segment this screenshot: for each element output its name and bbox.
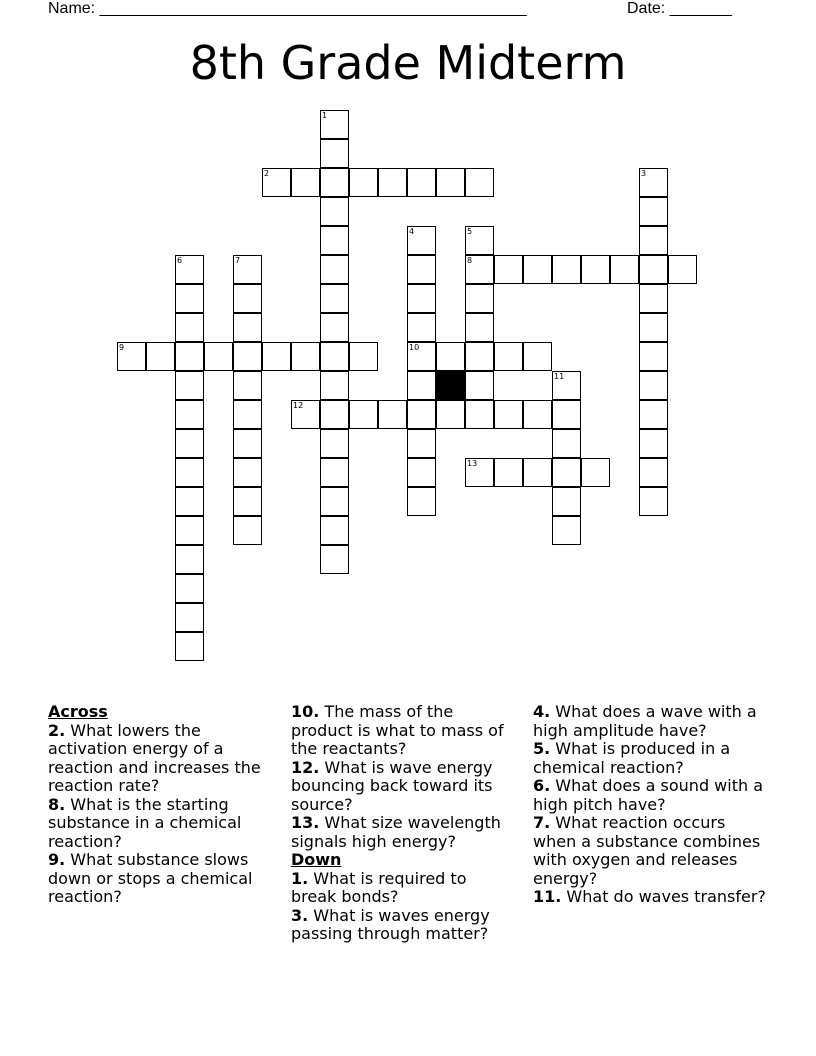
grid-cell[interactable] <box>262 168 291 197</box>
grid-cell[interactable] <box>668 255 697 284</box>
grid-cell[interactable] <box>465 313 494 342</box>
clue-number-label: 8 <box>467 256 473 265</box>
clue-across-8 <box>48 796 283 852</box>
grid-cell[interactable] <box>465 284 494 313</box>
grid-cell[interactable] <box>175 255 204 284</box>
clue-text: What is required to break bonds? <box>291 868 467 906</box>
grid-cell[interactable] <box>320 197 349 226</box>
clue-number: 13. <box>291 813 320 832</box>
grid-cell[interactable] <box>465 226 494 255</box>
down-heading: Down <box>291 850 342 869</box>
grid-cell[interactable] <box>639 400 668 429</box>
clue-across-9 <box>48 851 283 907</box>
grid-cell[interactable] <box>523 400 552 429</box>
clue-text: What is wave energy bouncing back toward its source? <box>291 757 493 814</box>
clue-text: What reaction occurs when a substance combines with oxygen and releases energy? <box>533 813 761 888</box>
grid-cell[interactable] <box>204 342 233 371</box>
grid-cell[interactable] <box>320 342 349 371</box>
grid-cell[interactable] <box>175 342 204 371</box>
grid-cell[interactable] <box>465 342 494 371</box>
clue-number: 5. <box>533 739 551 758</box>
clue-text: What is produced in a chemical reaction? <box>533 739 731 777</box>
grid-cell[interactable] <box>320 487 349 516</box>
grid-cell[interactable] <box>175 400 204 429</box>
grid-cell[interactable] <box>523 255 552 284</box>
clue-number-label: 2 <box>264 169 270 178</box>
clue-number-label: 6 <box>177 256 183 265</box>
grid-cell[interactable] <box>552 458 581 487</box>
grid-cell[interactable] <box>233 400 262 429</box>
grid-cell[interactable] <box>407 313 436 342</box>
grid-cell[interactable] <box>610 255 639 284</box>
grid-cell[interactable] <box>639 226 668 255</box>
grid-cell[interactable] <box>320 110 349 139</box>
grid-cell[interactable] <box>175 313 204 342</box>
grid-cell[interactable] <box>320 226 349 255</box>
grid-cell[interactable] <box>639 284 668 313</box>
clue-number-label: 5 <box>467 227 473 236</box>
grid-cell[interactable] <box>581 255 610 284</box>
grid-cell[interactable] <box>320 429 349 458</box>
clue-number: 3. <box>291 905 309 925</box>
clue-text: What is the starting substance in a chemical reaction? <box>48 794 242 851</box>
grid-cell[interactable] <box>175 545 204 574</box>
clue-number: 4. <box>533 702 551 721</box>
grid-cell[interactable] <box>552 516 581 545</box>
clue-number-label: 9 <box>119 343 125 352</box>
clue-number-label: 7 <box>235 256 241 265</box>
clue-across-12 <box>291 759 516 815</box>
grid-cell[interactable] <box>494 400 523 429</box>
grid-cell[interactable] <box>349 400 378 429</box>
grid-cell[interactable] <box>320 168 349 197</box>
grid-cell[interactable] <box>552 255 581 284</box>
clue-down-6 <box>533 777 773 814</box>
clue-number-label: 4 <box>409 227 415 236</box>
clue-number-label: 13 <box>467 459 478 468</box>
grid-cell[interactable] <box>378 168 407 197</box>
grid-cell[interactable] <box>291 168 320 197</box>
grid-cell[interactable] <box>639 429 668 458</box>
across-heading: Across <box>48 702 108 721</box>
clue-down-11 <box>533 888 773 907</box>
grid-cell[interactable] <box>233 458 262 487</box>
grid-cell[interactable] <box>552 371 581 400</box>
clue-number-label: 12 <box>293 401 304 410</box>
grid-cell[interactable] <box>146 342 175 371</box>
grid-cell[interactable] <box>407 226 436 255</box>
clue-text: What size wavelength signals high energy? <box>291 813 501 851</box>
grid-cell[interactable] <box>233 284 262 313</box>
grid-cell[interactable] <box>233 342 262 371</box>
grid-cell[interactable] <box>175 284 204 313</box>
clue-text: What do waves transfer? <box>561 887 766 906</box>
grid-cell[interactable] <box>175 574 204 603</box>
clue-text: What does a sound with a high pitch have? <box>533 776 764 814</box>
clue-number: 7. <box>533 813 551 832</box>
grid-cell[interactable] <box>175 487 204 516</box>
clue-number: 8. <box>48 794 66 814</box>
grid-cell[interactable] <box>523 342 552 371</box>
grid-cell[interactable] <box>349 168 378 197</box>
grid-cell[interactable] <box>639 458 668 487</box>
grid-cell[interactable] <box>465 168 494 197</box>
grid-cell[interactable] <box>320 516 349 545</box>
grid-cell[interactable] <box>175 458 204 487</box>
clue-text: What substance slows down or stops a chemical reaction? <box>48 850 253 906</box>
clue-number-label: 1 <box>322 111 328 120</box>
clue-text: What does a wave with a high amplitude have? <box>533 702 757 740</box>
grid-cell[interactable] <box>233 255 262 284</box>
grid-cell[interactable] <box>407 255 436 284</box>
grid-cell[interactable] <box>639 255 668 284</box>
clue-text: What lowers the activation energy of a reaction and increases the reaction rate? <box>48 720 261 795</box>
grid-cell[interactable] <box>175 371 204 400</box>
grid-cell[interactable] <box>349 342 378 371</box>
grid-cell[interactable] <box>639 371 668 400</box>
clue-down-4 <box>533 703 773 740</box>
grid-cell[interactable] <box>465 458 494 487</box>
clue-number: 1. <box>291 868 309 888</box>
grid-cell[interactable] <box>436 342 465 371</box>
grid-cell[interactable] <box>407 371 436 400</box>
clue-number: 11. <box>533 887 562 906</box>
grid-cell[interactable] <box>407 168 436 197</box>
clue-number: 10. <box>291 702 320 721</box>
clue-down-1 <box>291 870 516 907</box>
grid-cell[interactable] <box>407 458 436 487</box>
grid-cell[interactable] <box>436 400 465 429</box>
grid-cell[interactable] <box>436 168 465 197</box>
grid-cell[interactable] <box>465 400 494 429</box>
grid-cell[interactable] <box>494 342 523 371</box>
clue-number: 2. <box>48 720 66 740</box>
date-field: Date: _______ <box>627 0 732 17</box>
grid-cell[interactable] <box>320 458 349 487</box>
grid-cell[interactable] <box>523 458 552 487</box>
grid-cell[interactable] <box>581 458 610 487</box>
clue-down-3 <box>291 907 516 944</box>
grid-cell[interactable] <box>552 429 581 458</box>
clue-text: The mass of the product is what to mass of the reactants? <box>291 702 504 758</box>
grid-cell[interactable] <box>552 487 581 516</box>
grid-cell[interactable] <box>175 429 204 458</box>
page-title: 8th Grade Midterm <box>189 36 627 90</box>
clue-number-label: 3 <box>641 169 647 178</box>
grid-cell[interactable] <box>320 284 349 313</box>
grid-cell[interactable] <box>639 487 668 516</box>
grid-cell[interactable] <box>291 342 320 371</box>
clues-column-3 <box>533 703 773 907</box>
black-cell <box>436 371 465 400</box>
grid-cell[interactable] <box>378 400 407 429</box>
clue-down-5 <box>533 740 773 777</box>
clue-number: 6. <box>533 776 551 795</box>
clue-number: 9. <box>48 850 66 869</box>
grid-cell[interactable] <box>320 371 349 400</box>
clues-column-2 <box>291 703 516 944</box>
clue-number-label: 10 <box>409 343 420 352</box>
clue-across-13 <box>291 814 516 851</box>
grid-cell[interactable] <box>494 458 523 487</box>
grid-cell[interactable] <box>291 400 320 429</box>
name-field: Name: ________________________________________________ <box>48 0 527 17</box>
grid-cell[interactable] <box>407 487 436 516</box>
grid-cell[interactable] <box>117 342 146 371</box>
grid-cell[interactable] <box>262 342 291 371</box>
clues-column-1 <box>48 703 283 907</box>
grid-cell[interactable] <box>465 371 494 400</box>
grid-cell[interactable] <box>233 429 262 458</box>
grid-cell[interactable] <box>465 255 494 284</box>
grid-cell[interactable] <box>639 168 668 197</box>
clue-number: 12. <box>291 757 320 777</box>
grid-cell[interactable] <box>320 255 349 284</box>
grid-cell[interactable] <box>407 284 436 313</box>
clue-across-2 <box>48 722 283 796</box>
grid-cell[interactable] <box>639 342 668 371</box>
grid-cell[interactable] <box>233 487 262 516</box>
grid-cell[interactable] <box>407 429 436 458</box>
clue-text: What is waves energy passing through matter? <box>291 905 490 943</box>
grid-cell[interactable] <box>233 371 262 400</box>
grid-cell[interactable] <box>175 516 204 545</box>
grid-cell[interactable] <box>407 400 436 429</box>
grid-cell[interactable] <box>320 139 349 168</box>
grid-cell[interactable] <box>320 400 349 429</box>
clue-number-label: 11 <box>554 372 565 381</box>
grid-cell[interactable] <box>639 313 668 342</box>
grid-cell[interactable] <box>175 632 204 661</box>
grid-cell[interactable] <box>233 516 262 545</box>
grid-cell[interactable] <box>552 400 581 429</box>
grid-cell[interactable] <box>407 342 436 371</box>
grid-cell[interactable] <box>320 545 349 574</box>
grid-cell[interactable] <box>175 603 204 632</box>
grid-cell[interactable] <box>233 313 262 342</box>
grid-cell[interactable] <box>639 197 668 226</box>
clue-down-7 <box>533 814 773 888</box>
grid-cell[interactable] <box>320 313 349 342</box>
clue-across-10 <box>291 703 516 759</box>
grid-cell[interactable] <box>494 255 523 284</box>
